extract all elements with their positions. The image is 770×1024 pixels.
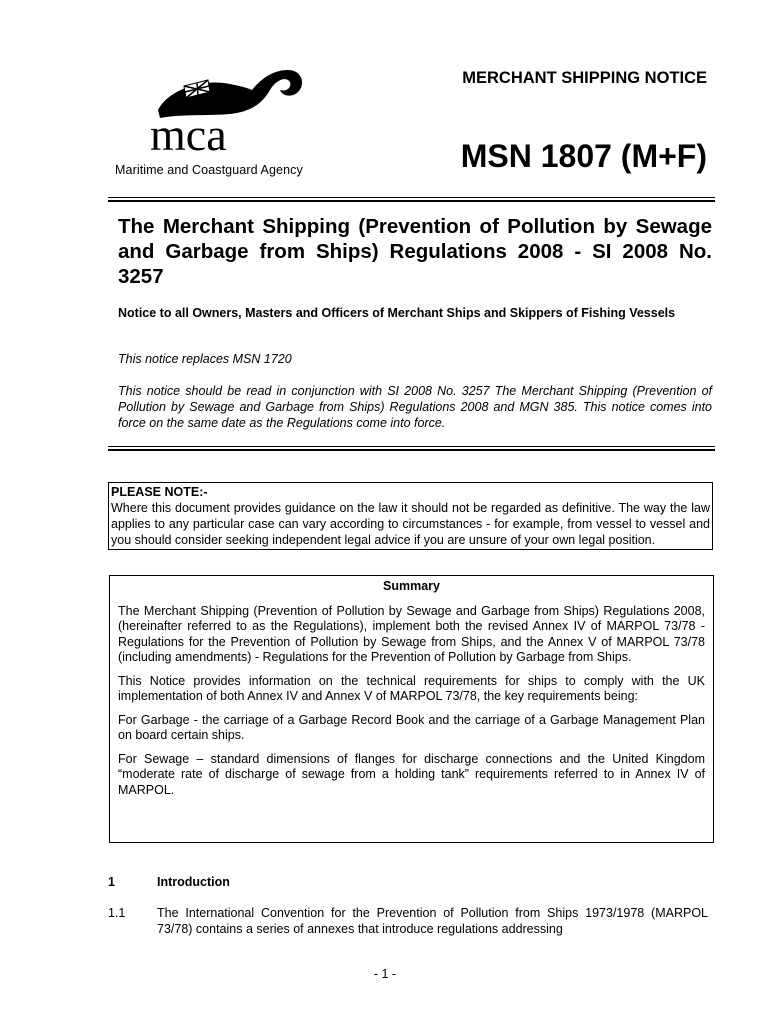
summary-box [109, 575, 714, 843]
paragraph-text: The International Convention for the Prevention of Pollution from Ships 1973/1978 (MARPOL 73/78) contains a series of annexes that introduce regulations addressing [157, 906, 708, 936]
summary-paragraph: The Merchant Shipping (Prevention of Pollution by Sewage and Garbage from Ships) Regulations 2008, (hereinafter referred to as the Regulations), implement both the revised Annex IV of MARPOL 73/78 - Regulations for the Prevention of Pollution by Sewage from Ships, and the Annex V of MARPOL 73/78 (including amendments) - Regulations for the Prevention of Pollution by Garbage from Ships. [118, 603, 705, 664]
header-divider [108, 197, 715, 202]
agency-name: Maritime and Coastguard Agency [115, 163, 303, 177]
notice-type: MERCHANT SHIPPING NOTICE [462, 69, 707, 87]
page-number: - 1 - [373, 967, 397, 981]
summary-paragraph: This Notice provides information on the technical requirements for ships to comply with the UK implementation of both Annex IV and Annex V of MARPOL 73/78, the key requirements being: [118, 673, 705, 703]
please-note-box [108, 482, 713, 550]
intro-divider [108, 446, 715, 451]
summary-paragraph: For Garbage - the carriage of a Garbage Record Book and the carriage of a Garbage Management Plan on board certain ships. [118, 712, 705, 742]
logo-lettering: mca [150, 109, 227, 160]
audience-line: Notice to all Owners, Masters and Officers of Merchant Ships and Skippers of Fishing Vessels [118, 306, 676, 320]
please-note-text: Where this document provides guidance on the law it should not be regarded as definitive. The way the law applies to any particular case can vary according to circumstances - for example, from vessel to vessel and you should consider seeking independent legal advice if you are unsure of your own legal position. [111, 501, 710, 547]
paragraph-number: 1.1 [108, 906, 126, 920]
section-number: 1 [108, 875, 115, 889]
notice-number: MSN 1807 (M+F) [460, 138, 707, 174]
section-title: Introduction [157, 875, 230, 889]
replaces-note: This notice replaces MSN 1720 [118, 352, 292, 366]
summary-paragraph: For Sewage – standard dimensions of flanges for discharge connections and the United Kingdom “moderate rate of discharge of sewage from a holding tank” requirements referred to in Annex IV of MARPOL. [118, 751, 705, 797]
summary-heading: Summary [383, 579, 440, 593]
conjunction-note: This notice should be read in conjunction with SI 2008 No. 3257 The Merchant Shipping (Prevention of Pollution by Sewage and Garbage from Ships) Regulations 2008 and MGN 385. This notice comes into force on the same date as the Regulations come into force. [118, 384, 712, 430]
please-note-heading: PLEASE NOTE:- [111, 485, 208, 499]
page-title: The Merchant Shipping (Prevention of Pollution by Sewage and Garbage from Ships) Regulations 2008 - SI 2008 No. 3257 [118, 215, 712, 288]
